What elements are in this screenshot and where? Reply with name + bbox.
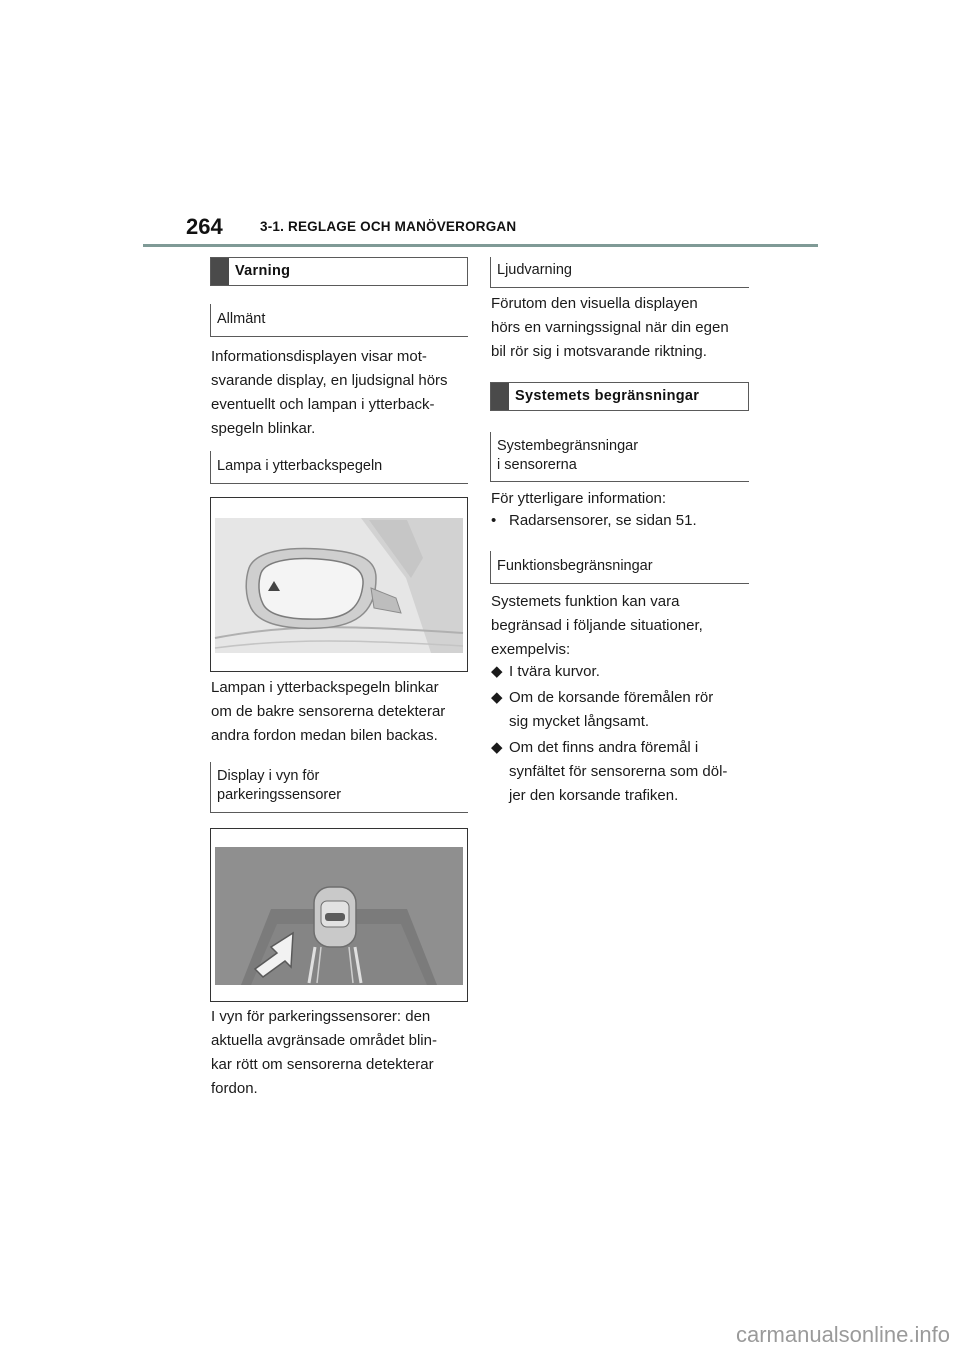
- list-item-text: Om de korsande föremålen rör sig mycket långsamt.: [509, 689, 714, 730]
- list-item: ◆ Om de korsande föremålen rör sig mycket långsamt.: [491, 689, 714, 730]
- paragraph-more-info: För ytterligare information:: [491, 490, 667, 507]
- subheading-sensor-limits: [490, 432, 749, 482]
- watermark: carmanualsonline.info: [735, 1322, 950, 1347]
- subheading-lamp: [210, 451, 468, 484]
- warning-heading-text: Varning: [235, 263, 291, 279]
- side-mirror-illustration: [211, 498, 467, 671]
- list-item-text: Radarsensorer, se sidan 51.: [509, 512, 697, 529]
- paragraph-ljud: Förutom den visuella displayen hörs en varningssignal när din egen bil rör sig i motsvarande riktning.: [491, 295, 729, 360]
- paragraph-function: Systemets funktion kan vara begränsad i följande situationer, exempelvis:: [491, 593, 703, 658]
- subheading-allmant-text: Allmänt: [217, 311, 266, 327]
- limits-heading-text: Systemets begränsningar: [515, 388, 700, 404]
- subheading-ljud: [490, 257, 749, 288]
- paragraph-lamp: Lampan i ytterbackspegeln blinkar om de bakre sensorerna detekterar andra fordon medan bilen backas.: [211, 679, 446, 744]
- list-item: • Radarsensorer, se sidan 51.: [491, 512, 697, 529]
- list-item-text: Om det finns andra föremål i synfältet för sensorerna som döl- jer den korsande trafiken.: [509, 739, 728, 804]
- list-item: ◆ Om det finns andra föremål i synfältet för sensorerna som döl- jer den korsande trafiken.: [491, 739, 728, 804]
- more-info-list: [491, 509, 753, 533]
- subheading-display-text: Display i vyn för parkeringssensorer: [217, 768, 342, 803]
- parking-sensor-illustration: [211, 829, 467, 1001]
- subheading-lamp-text: Lampa i ytterbackspegeln: [217, 458, 383, 474]
- mirror-figure: [210, 497, 468, 672]
- subheading-sensor-limits-text: Systembegränsningar i sensorerna: [497, 438, 639, 473]
- list-item: ◆ I tvära kurvor.: [491, 663, 600, 680]
- function-list: [491, 660, 753, 810]
- chapter-title: 3-1. REGLAGE OCH MANÖVERORGAN: [260, 219, 517, 234]
- page-number: 264: [186, 214, 223, 239]
- warning-heading-bar: [211, 258, 229, 285]
- paragraph-display: I vyn för parkeringssensorer: den aktuella avgränsade området blin- kar rött om sensorerna detekterar fordon.: [211, 1008, 437, 1097]
- limits-heading-bar: [491, 383, 509, 410]
- subheading-display: [210, 762, 468, 813]
- parking-sensor-figure: [210, 828, 468, 1002]
- warning-heading-box: [210, 257, 468, 286]
- limits-heading-box: [490, 382, 749, 411]
- header-divider: [143, 244, 818, 247]
- paragraph-allmant: Informationsdisplayen visar mot- svarande display, en ljudsignal hörs eventuellt och lampan i ytterback- spegeln blinkar.: [211, 348, 448, 437]
- subheading-function-limits: [490, 551, 749, 584]
- subheading-ljud-text: Ljudvarning: [497, 262, 572, 278]
- list-item-text: I tvära kurvor.: [509, 663, 600, 680]
- subheading-function-limits-text: Funktionsbegränsningar: [497, 558, 653, 574]
- subheading-allmant: [210, 304, 468, 337]
